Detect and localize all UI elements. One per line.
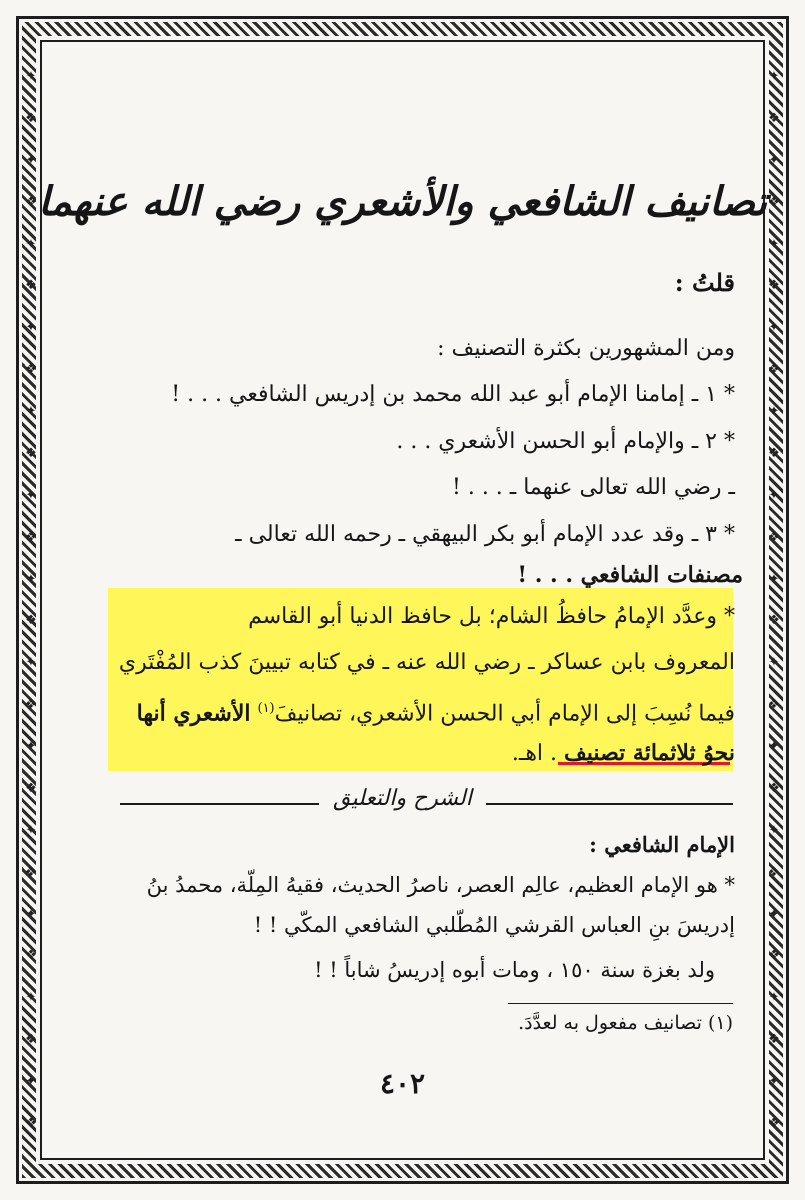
- commentary-heading-text: الشرح والتعليق: [319, 786, 486, 811]
- highlight-line-4-end: . اهـ.: [511, 741, 558, 766]
- qultu-line: قلتُ :: [674, 268, 735, 297]
- highlight-line-2: المعروف بابن عساكر ـ رضي الله عنه ـ في كتابه تبيينَ كذب المُفْتَري: [118, 650, 735, 675]
- highlight-line-4-bold: نحوُ ثلاثمائة تصنيف: [564, 740, 735, 766]
- page-number: ٤٠٢: [379, 1067, 426, 1100]
- highlight-line-4: [110, 738, 735, 769]
- highlight-line-1: * وعدَّد الإمامُ حافظُ الشام؛ بل حافظ الدنيا أبو القاسم: [248, 604, 735, 629]
- intro-line: ومن المشهورين بكثرة التصنيف :: [437, 336, 735, 361]
- commentary-line-1: * هو الإمام العظيم، عالِم العصر، ناصرُ الحديث، فقيهُ المِلّة، محمدُ بنُ: [146, 873, 735, 897]
- commentary-line-3: ولد بغزة سنة ١٥٠ ، ومات أبوه إدريسُ شاباً ! !: [314, 958, 715, 982]
- highlight-line-3-part-b: الأشعري أنها: [136, 700, 251, 727]
- item-2-continuation: ـ رضي الله تعالى عنهما ـ . . . !: [452, 475, 735, 500]
- left-ornament-strip: ✦ ❖ ✦ ❖ ✦ ❖ ✦ ❖ ✦ ❖ ✦ ❖ ✦ ❖ ✦ ❖ ✦ ❖ ✦ ❖ ✦ ❖ ✦ ❖ ✦ ❖: [25, 69, 37, 1131]
- item-2: * ٢ ـ والإمام أبو الحسن الأشعري . . .: [396, 429, 735, 454]
- footnote-marker: (١): [257, 701, 275, 716]
- item-3: * ٣ ـ وقد عدد الإمام أبو بكر البيهقي ـ رحمه الله تعالى ـ: [235, 522, 735, 547]
- item-1: * ١ ـ إمامنا الإمام أبو عبد الله محمد بن إدريس الشافعي . . . !: [171, 382, 735, 407]
- commentary-line-2: إدريسَ بنِ العباس القرشي المُطّلبي الشافعي المكّي ! !: [253, 913, 735, 937]
- footnote-rule: [508, 1003, 733, 1004]
- highlight-line-3: [110, 694, 735, 729]
- footnote: (١) تصانيف مفعول به لعدَّدَ.: [518, 1012, 733, 1034]
- chapter-title: تصانيف الشافعي والأشعري رضي الله عنهما: [38, 178, 767, 225]
- highlight-line-3-part-a: فيما نُسِبَ إلى الإمام أبي الحسن الأشعري، تصانيفَ: [274, 701, 735, 727]
- commentary-heading-ornament: [0, 786, 805, 811]
- right-ornament-strip: ✦ ❖ ✦ ❖ ✦ ❖ ✦ ❖ ✦ ❖ ✦ ❖ ✦ ❖ ✦ ❖ ✦ ❖ ✦ ❖ ✦ ❖ ✦ ❖ ✦ ❖: [768, 69, 780, 1131]
- item-3-continuation: مصنفات الشافعي . . . !: [517, 562, 743, 588]
- commentary-heading: الإمام الشافعي :: [589, 832, 735, 857]
